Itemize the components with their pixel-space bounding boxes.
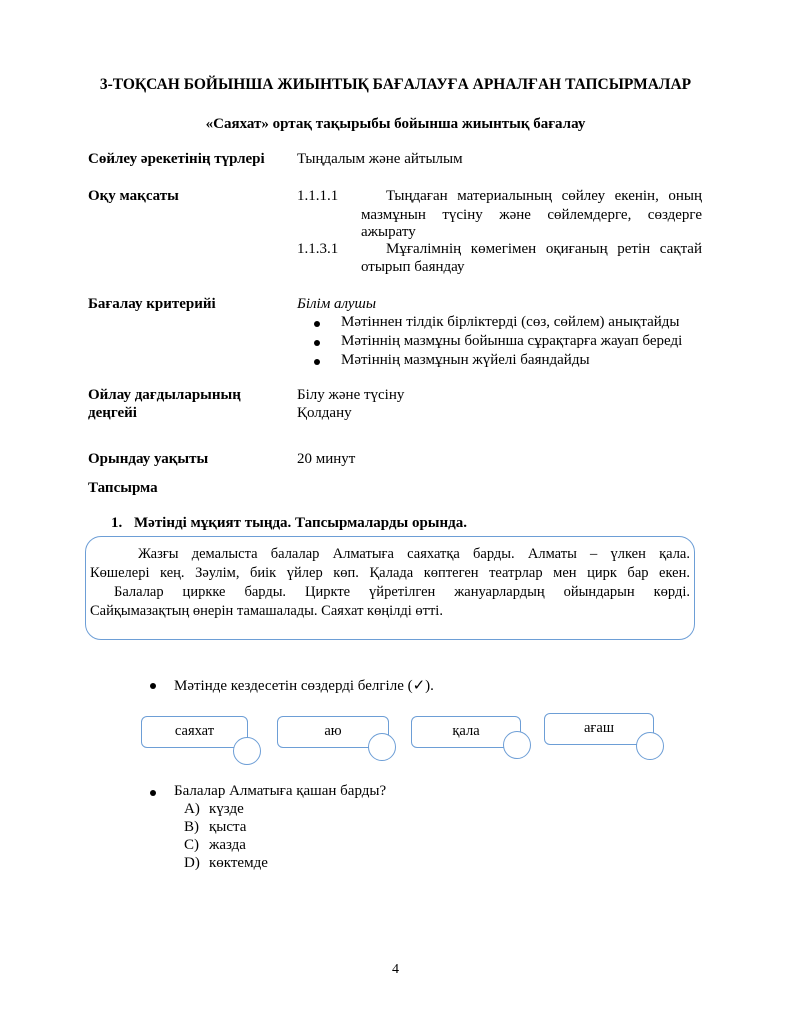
option-letter-c: C) <box>184 837 199 853</box>
option-text-a[interactable]: күзде <box>209 801 244 817</box>
objective-text-2-line2: отырып баяндау <box>361 259 465 275</box>
word-box-sayakhat <box>141 716 248 748</box>
word-label: қала <box>452 723 480 739</box>
bullet-icon <box>150 790 156 796</box>
word-label: аю <box>324 723 342 739</box>
check-circle[interactable] <box>233 737 261 765</box>
word-label: ағаш <box>584 720 614 736</box>
thinking-skills-label-line1: Ойлау дағдыларының <box>88 387 241 403</box>
completion-time-label: Орындау уақыты <box>88 451 209 467</box>
document-subtitle: «Саяхат» ортақ тақырыбы бойынша жиынтық бағалау <box>205 116 586 132</box>
task-1-instruction: Мәтінді мұқият тыңда. Тапсырмаларды орында. <box>134 515 467 531</box>
completion-time-value: 20 минут <box>297 451 356 467</box>
passage-line-4: Сайқымазақтың өнерін тамашалады. Саяхат көңілді өтті. <box>90 603 443 619</box>
criteria-bullet-text: Мәтіннің мазмұнын жүйелі баяндайды <box>341 352 590 368</box>
passage-line-2: Көшелері кең. Зәулім, биік үйлер көп. Қалада көптеген театрлар мен цирк бар екен. <box>90 565 690 581</box>
word-label: саяхат <box>174 723 215 739</box>
task-1-number: 1. <box>111 515 123 531</box>
criteria-bullet-text: Мәтіннің мазмұны бойынша сұрақтарға жауап береді <box>341 333 683 349</box>
objective-text-1-line1: Тыңдаған материалының сөйлеу екенін, оның <box>386 188 702 204</box>
option-text-d[interactable]: көктемде <box>209 855 268 871</box>
bullet-icon <box>314 359 320 365</box>
page-number: 4 <box>392 962 399 977</box>
objective-text-2-line1: Мұғалімнің көмегімен оқиғаның ретін сақтай <box>386 241 702 257</box>
bullet-icon <box>150 683 156 689</box>
bullet-icon <box>314 321 320 327</box>
option-text-b[interactable]: қыста <box>209 819 247 835</box>
speech-activity-value: Тыңдалым және айтылым <box>297 151 463 167</box>
option-letter-d: D) <box>184 855 200 871</box>
bullet-icon <box>314 340 320 346</box>
option-text-c[interactable]: жазда <box>209 837 246 853</box>
reading-passage-box <box>85 536 695 640</box>
document-title: 3-ТОҚСАН БОЙЫНША ЖИЫНТЫҚ БАҒАЛАУҒА АРНАЛҒАН ТАПСЫРМАЛАР <box>99 76 692 93</box>
question-1-text: Мәтінде кездесетін сөздерді белгіле (✓). <box>174 678 434 694</box>
thinking-skills-value-2: Қолдану <box>297 405 352 421</box>
option-letter-b: B) <box>184 819 199 835</box>
passage-line-3: Балалар циркке барды. Циркте үйретілген жануарлардың ойындарын көрді. <box>114 584 690 600</box>
question-2-text: Балалар Алматыға қашан барды? <box>174 783 387 799</box>
check-circle[interactable] <box>503 731 531 759</box>
assessment-criteria-label: Бағалау критерийі <box>88 296 216 312</box>
objective-text-1-line3: ажырату <box>361 224 416 240</box>
task-heading: Тапсырма <box>88 480 158 496</box>
criteria-intro: Білім алушы <box>297 296 377 312</box>
learning-objective-label: Оқу мақсаты <box>88 188 179 204</box>
passage-line-1: Жазғы демалыста балалар Алматыға саяхатқа барды. Алматы – үлкен қала. <box>138 546 690 562</box>
speech-activity-label: Сөйлеу әрекетінің түрлері <box>88 151 265 167</box>
thinking-skills-value-1: Білу және түсіну <box>297 387 405 403</box>
criteria-bullet-text: Мәтіннен тілдік бірліктерді (сөз, сөйлем) анықтайды <box>341 314 680 330</box>
objective-text-1-line2: мазмұнын түсіну және сөйлемдерге, сөздерге <box>361 207 702 223</box>
objective-code-2: 1.1.3.1 <box>297 241 339 257</box>
thinking-skills-label-line2: деңгейі <box>88 405 137 421</box>
option-letter-a: A) <box>184 801 200 817</box>
check-circle[interactable] <box>636 732 664 760</box>
check-circle[interactable] <box>368 733 396 761</box>
objective-code-1: 1.1.1.1 <box>297 188 339 204</box>
